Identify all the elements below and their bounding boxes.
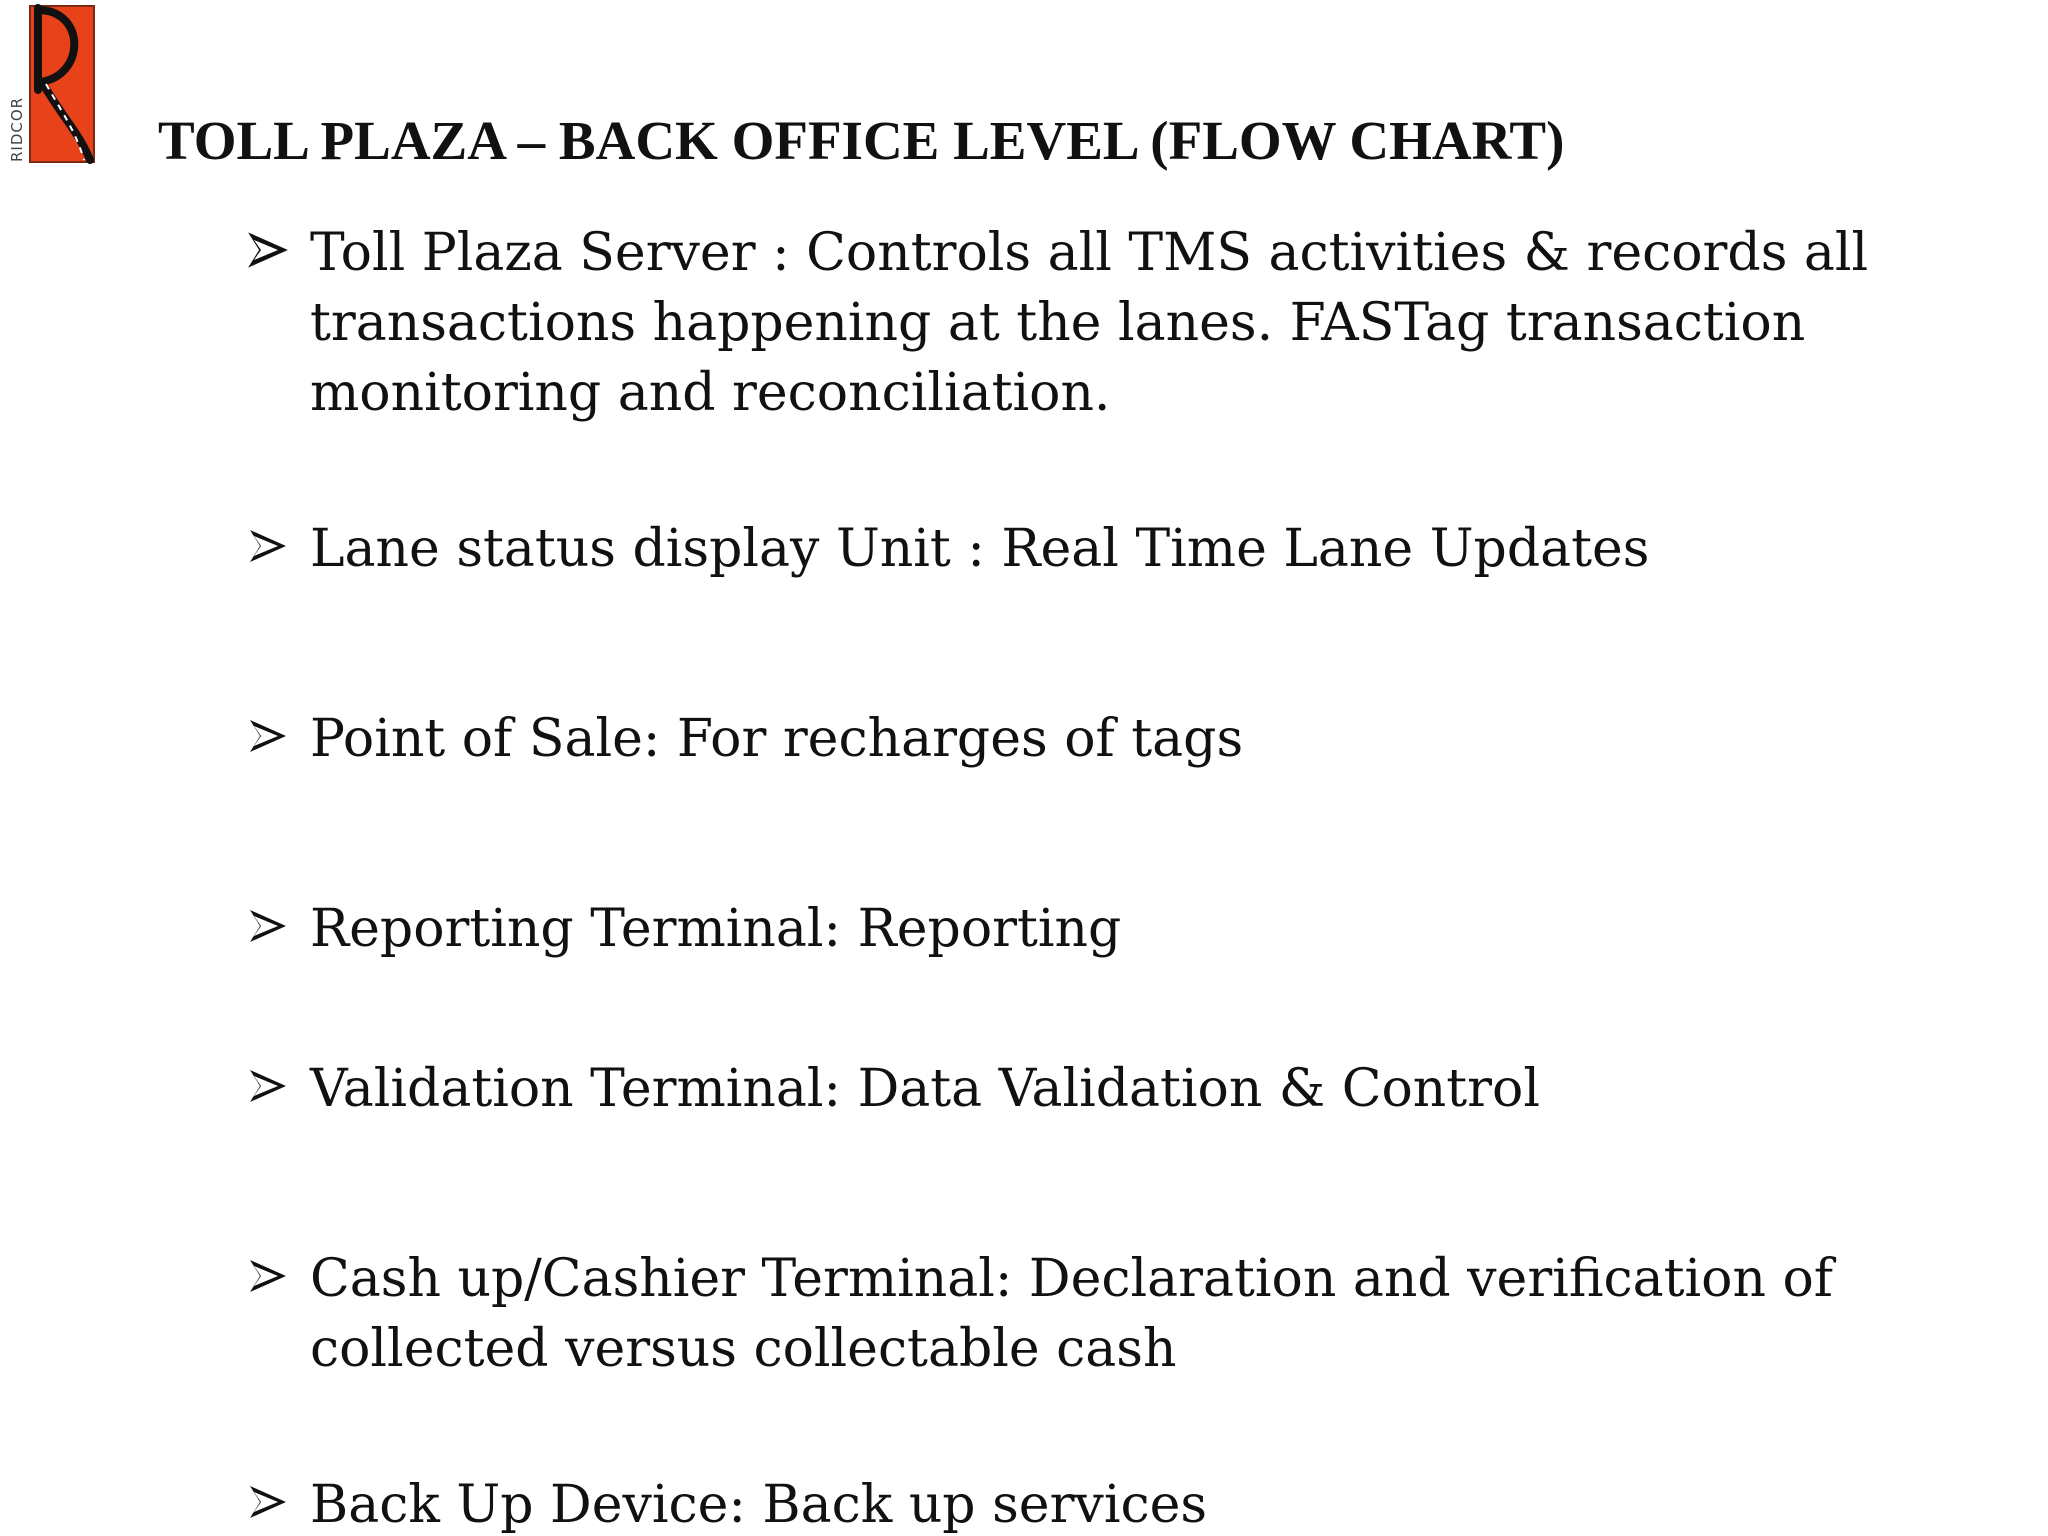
bullet-text: Validation Terminal: Data Validation & Control	[310, 1059, 1540, 1119]
list-item	[248, 894, 1908, 964]
arrow-bullet-icon	[248, 218, 310, 278]
arrow-bullet-icon	[248, 1470, 310, 1530]
logo-letters: RIDCOR	[8, 96, 26, 162]
bullet-text: Point of Sale: For recharges of tags	[310, 709, 1244, 769]
page-title: TOLL PLAZA – BACK OFFICE LEVEL (FLOW CHART)	[158, 110, 1565, 171]
bullet-text: Back Up Device: Back up services	[310, 1475, 1208, 1535]
list-item	[248, 1470, 1908, 1536]
bullet-text: Cash up/Cashier Terminal: Declaration and verification of collected versus collectable cash	[310, 1249, 1834, 1379]
arrow-bullet-icon	[248, 704, 310, 764]
list-item	[248, 218, 1908, 428]
list-item	[248, 704, 1908, 774]
arrow-bullet-icon	[248, 1054, 310, 1114]
list-item	[248, 1054, 1908, 1124]
arrow-bullet-icon	[248, 514, 310, 574]
list-item	[248, 514, 1908, 584]
bullet-text: Toll Plaza Server : Controls all TMS activities & records all transactions happening at the lanes. FASTag transaction monitoring and reconciliation.	[310, 223, 1869, 423]
ridcor-logo-icon	[2, 4, 96, 164]
bullet-text: Reporting Terminal: Reporting	[310, 899, 1122, 959]
bullet-text: Lane status display Unit : Real Time Lane Updates	[310, 519, 1650, 579]
list-item	[248, 1244, 1908, 1384]
arrow-bullet-icon	[248, 1244, 310, 1304]
arrow-bullet-icon	[248, 894, 310, 954]
ridcor-logo	[2, 4, 96, 164]
